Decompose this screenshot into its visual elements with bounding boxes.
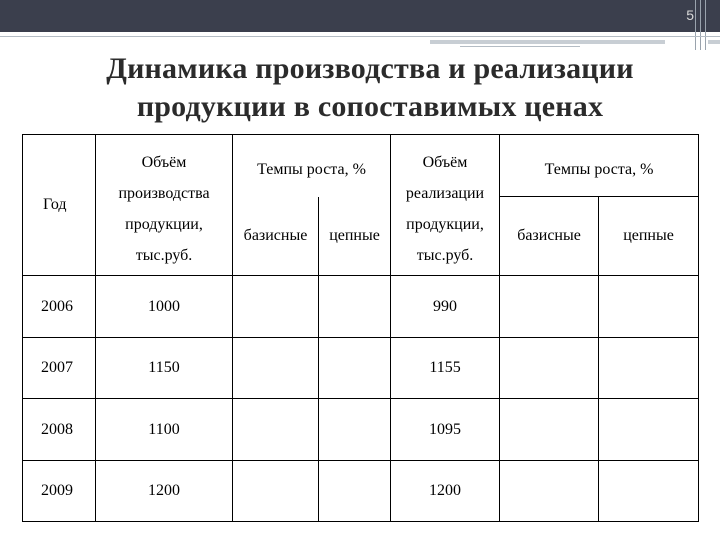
header-line: тыс.руб. xyxy=(416,247,474,264)
cell-empty xyxy=(233,461,319,522)
cell-empty xyxy=(319,461,391,522)
title-line: Динамика производства и реализации xyxy=(106,52,634,85)
header-sales-volume xyxy=(391,135,500,276)
header-line: Объём xyxy=(141,154,187,171)
cell-empty xyxy=(500,338,599,399)
cell-production: 1200 xyxy=(96,461,233,522)
header-line: продукции, xyxy=(125,216,203,233)
title-line: продукции в сопоставимых ценах xyxy=(136,90,604,123)
cell-year: 2008 xyxy=(23,399,96,461)
decor-line xyxy=(708,40,720,44)
cell-empty xyxy=(319,399,391,461)
header-year: Год xyxy=(23,135,96,276)
cell-empty xyxy=(233,276,319,338)
header-line: тыс.руб. xyxy=(135,247,193,264)
cell-empty xyxy=(233,399,319,461)
cell-empty xyxy=(599,338,699,399)
header-basic: базисные xyxy=(233,197,319,276)
cell-year: 2006 xyxy=(23,276,96,338)
cell-empty xyxy=(599,399,699,461)
header-production-rate: Темпы роста, % xyxy=(233,135,391,197)
header-line: продукции, xyxy=(406,216,484,233)
header-line: Объём xyxy=(422,154,468,171)
cell-empty xyxy=(319,276,391,338)
cell-production: 1150 xyxy=(96,338,233,399)
header-chain: цепные xyxy=(319,197,391,276)
cell-production: 1000 xyxy=(96,276,233,338)
decor-line xyxy=(695,0,696,50)
cell-year: 2009 xyxy=(23,461,96,522)
decor-line xyxy=(460,46,580,47)
decor-line xyxy=(705,0,706,50)
cell-sales: 1095 xyxy=(391,399,500,461)
header-production-volume xyxy=(96,135,233,276)
cell-empty xyxy=(599,461,699,522)
header-line: производства xyxy=(118,185,210,202)
cell-empty xyxy=(500,399,599,461)
header-chain: цепные xyxy=(599,197,699,276)
cell-empty xyxy=(500,276,599,338)
slide-title xyxy=(80,50,660,126)
header-sales-rate: Темпы роста, % xyxy=(500,135,699,197)
cell-year: 2007 xyxy=(23,338,96,399)
header-basic: базисные xyxy=(500,197,599,276)
cell-empty xyxy=(500,461,599,522)
header-line: реализации xyxy=(405,185,485,202)
decor-line xyxy=(700,0,701,50)
cell-sales: 1155 xyxy=(391,338,500,399)
top-bar xyxy=(0,0,720,32)
cell-empty xyxy=(233,338,319,399)
cell-sales: 990 xyxy=(391,276,500,338)
cell-production: 1100 xyxy=(96,399,233,461)
cell-empty xyxy=(599,276,699,338)
decor-line xyxy=(0,36,720,37)
decor-line xyxy=(430,40,665,44)
production-table xyxy=(22,134,699,522)
cell-sales: 1200 xyxy=(391,461,500,522)
cell-empty xyxy=(319,338,391,399)
slide-number: 5 xyxy=(686,7,694,23)
